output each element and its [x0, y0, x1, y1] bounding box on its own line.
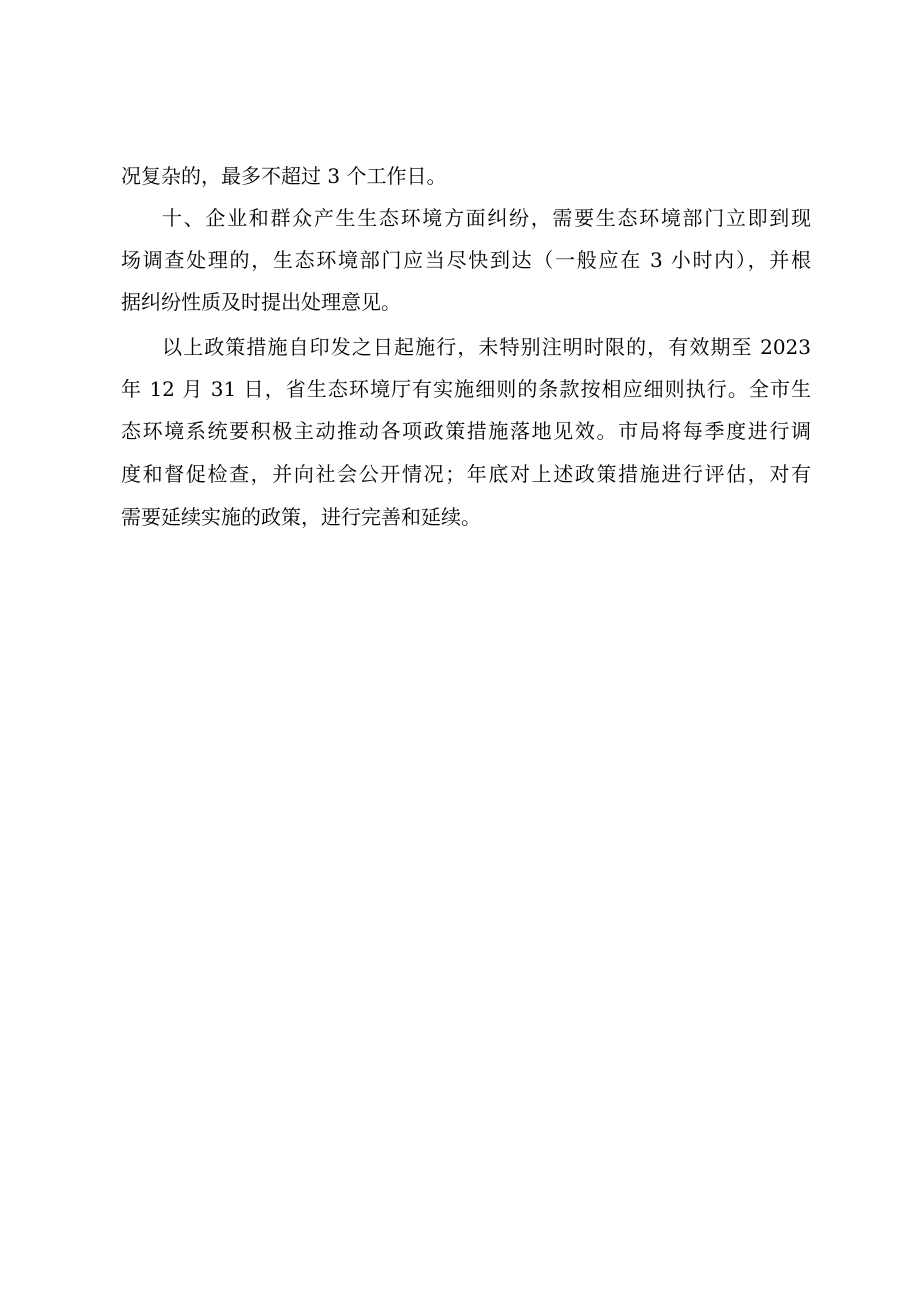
- text-line-5: 以上政策措施自印发之日起施行，未特别注明时限的，有效期至 2023: [162, 335, 811, 359]
- text-line-9: 需要延续实施的政策，进行完善和延续。: [121, 505, 481, 529]
- text-line-1: 况复杂的，最多不超过 3 个工作日。: [121, 164, 447, 188]
- text-line-3: 场调查处理的，生态环境部门应当尽快到达（一般应在 3 小时内），并根: [121, 248, 811, 272]
- text-line-2: 十、企业和群众产生生态环境方面纠纷，需要生态环境部门立即到现: [162, 206, 811, 230]
- text-line-4: 据纠纷性质及时提出处理意见。: [121, 290, 401, 314]
- text-line-6: 年 12 月 31 日，省生态环境厅有实施细则的条款按相应细则执行。全市生: [121, 377, 811, 401]
- text-line-7: 态环境系统要积极主动推动各项政策措施落地见效。市局将每季度进行调: [121, 419, 811, 443]
- text-line-8: 度和督促检查，并向社会公开情况；年底对上述政策措施进行评估，对有: [121, 462, 811, 486]
